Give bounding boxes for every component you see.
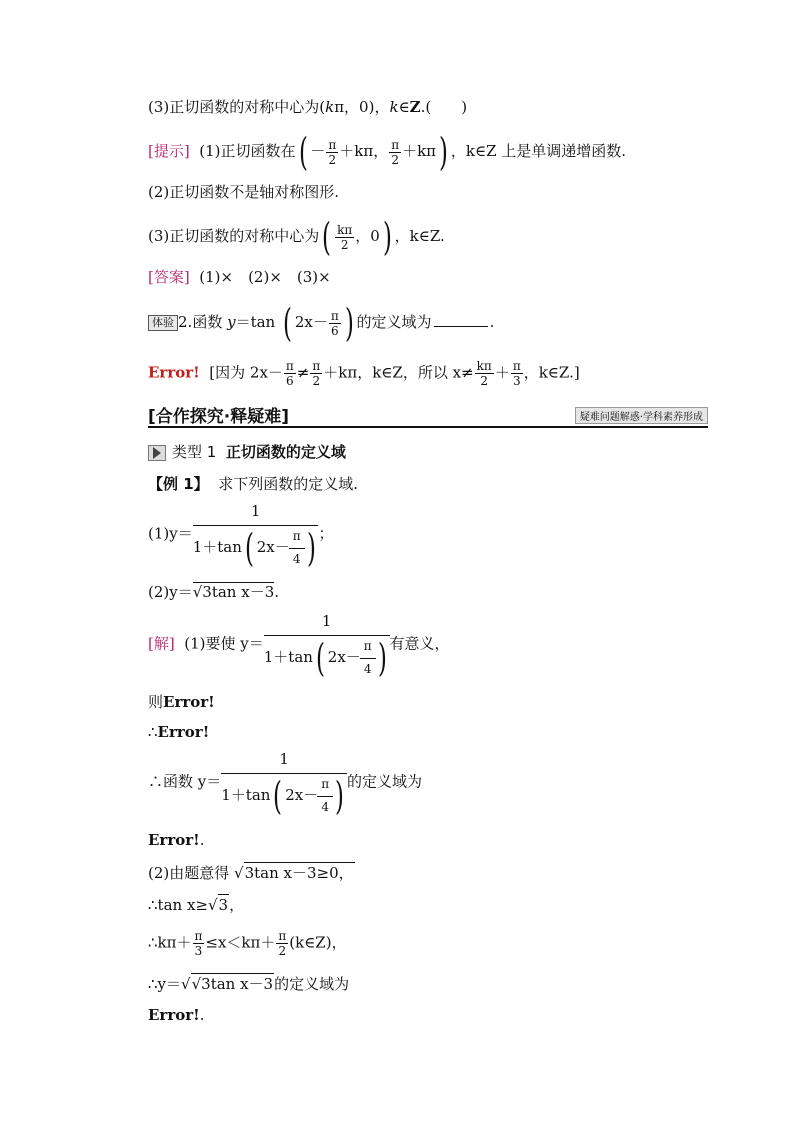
answer-text: (1)× (2)× (3)×: [199, 268, 331, 286]
right-paren: ): [344, 301, 354, 345]
section-subtitle: 疑难问题解惑·学科素养形成: [575, 407, 708, 424]
text: (1)正切函数在: [199, 142, 296, 160]
fraction: $\frac{\pi}{6}$: [330, 308, 339, 338]
error-text: Error!: [148, 363, 200, 382]
right-paren: ): [382, 215, 392, 259]
hint-label: [提示]: [148, 142, 190, 160]
text: －: [310, 142, 326, 160]
solution-1: [解] (1)要使 y＝ 1 1＋tan ( 2x－ $\frac{\pi}{4}$ ) 有意义，: [148, 612, 450, 680]
solution-step: ∴kπ＋ $\frac{\pi}{3}$ ≤x＜kπ＋ $\frac{\pi}{2}$ (k∈Z)，: [148, 929, 347, 958]
solution-step: Error!.: [148, 1006, 205, 1024]
section-title: [合作探究·释疑难]: [148, 407, 289, 427]
text: ，k∈Z 上是单调递增函数.: [450, 142, 627, 160]
fraction: $\frac{\pi}{2}$: [391, 137, 400, 167]
solution-step: Error!.: [148, 831, 205, 849]
section-header: [148, 402, 708, 428]
fraction: 1 1＋tan ( 2x－ $\frac{\pi}{4}$ ): [193, 504, 319, 565]
fraction: $\frac{k\pi}{2}$: [337, 222, 353, 252]
example-label: 【例 1】: [148, 475, 209, 493]
type-heading: 类型 1 正切函数的定义域: [148, 442, 346, 462]
solution-step: ∴tan x≥√3，: [148, 896, 245, 914]
statement-3: [148, 97, 467, 117]
left-paren: (: [282, 301, 292, 345]
solution-step: (2)由题意得 √3tan x－3≥0，: [148, 864, 354, 882]
text: k: [389, 98, 399, 116]
experience-tag: 体验: [148, 315, 178, 331]
solution-step: ∴Error!: [148, 723, 210, 741]
answer-line: [148, 267, 331, 287]
example-1: 【例 1】 求下列函数的定义域.: [148, 475, 358, 493]
text: Z: [409, 98, 421, 116]
left-paren: (: [298, 130, 308, 174]
text: ＋kπ: [402, 142, 437, 160]
solution-label: [解]: [148, 634, 175, 653]
exercise-2: 体验 2.函数 y＝tan ( 2x－ $\frac{\pi}{6}$ ) 的定义域为 .: [148, 308, 494, 338]
exercise-2-solution: Error! [因为 2x－ $\frac{\pi}{6}$ ≠ $\frac{\pi}{2}$ ＋kπ，k∈Z，所以 x≠ $\frac{k\pi}{2}$ ＋ $\frac{\pi}{3}$ ，k∈Z.]: [148, 359, 580, 388]
hint-line: [148, 130, 627, 174]
hint-3: (3)正切函数的对称中心为( $\frac{k\pi}{2}$ ，0) ，k∈Z.: [148, 215, 445, 259]
question-1: (1)y＝ 1 1＋tan ( 2x－ $\frac{\pi}{4}$ ) ；: [148, 502, 334, 570]
answer-blank[interactable]: [434, 326, 488, 327]
text: k: [325, 98, 335, 116]
text: (3)正切函数的对称中心为(: [148, 98, 326, 116]
answer-label: [答案]: [148, 268, 190, 286]
question-2: (2)y＝√3tan x－3.: [148, 583, 280, 601]
left-paren: (: [322, 215, 332, 259]
text: π，0)，: [334, 98, 390, 116]
text: ∈: [398, 98, 410, 116]
fraction: $\frac{\pi}{2}$: [328, 137, 337, 167]
hint-2: (2)正切函数不是轴对称图形.: [148, 183, 340, 201]
text: ＋kπ，: [339, 142, 389, 160]
solution-step: ∴函数 y＝ 1 1＋tan ( 2x－ $\frac{\pi}{4}$ ) 的定义域为: [148, 750, 423, 818]
solution-step: ∴y＝√√3tan x－3的定义域为: [148, 975, 350, 993]
solution-step: 则Error!: [148, 693, 215, 711]
play-icon: [148, 445, 166, 461]
right-paren: ): [439, 130, 448, 174]
text: .( ): [420, 98, 468, 116]
